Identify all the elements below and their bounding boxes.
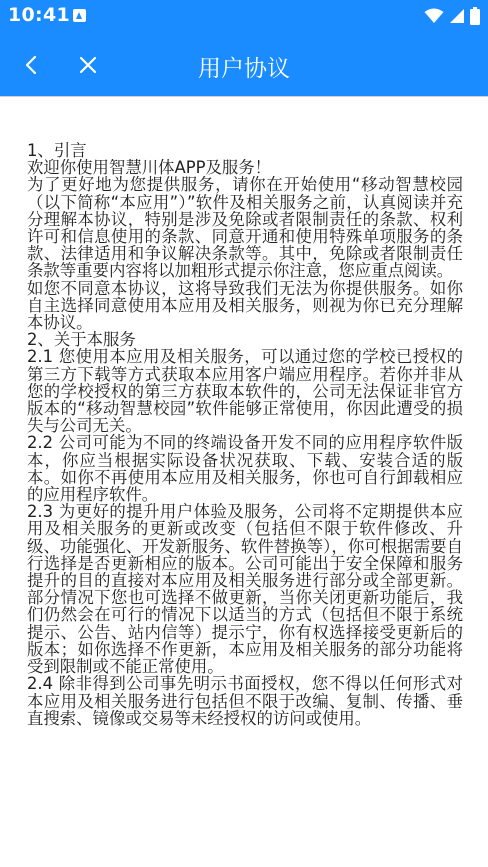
page-title: 用户协议 [198, 56, 290, 82]
signal-icon [449, 8, 465, 24]
agreement-paragraph: 如您不同意本协议，这将导致我们无法为你提供服务。如你自主选择同意使用本应用及相关服务，则视为你已充分理解本协议。 [27, 278, 463, 333]
agreement-paragraph: 2.3 为更好的提升用户体验及服务，公司将不定期提供本应用及相关服务的更新或改变（包括但不限于软件修改、升级、功能强化、开发新服务、软件替换等），你可根据需要自行选择是否更新相应的版本。公司可能出于安全保障和服务提升的目的直接对本应用及相关服务进行部分或全部更新。部分情况下您也可选择不做更新，当你关闭更新功能后，我们仍然会在可行的情况下以适当的方式（包括但不限于系统提示、公告、站内信等）提示宁，你有权选择接受更新后的版本；如你选择不作更新，本应用及相关服务的部分功能将受到限制或不能正常使用。 [27, 502, 463, 677]
agreement-paragraph: 2.4 除非得到公司事先明示书面授权，您不得以任何形式对本应用及相关服务进行包括但不限于改编、复制、传播、垂直搜索、镜像或交易等未经授权的访问或使用。 [27, 674, 463, 728]
wifi-icon [424, 8, 444, 24]
agreement-paragraph: 为了更好地为您提供服务，请你在开始使用“移动智慧校园（以下简称“本应用”）”软件及相关服务之前，认真阅读并充分理解本协议，特别是涉及免除或者限制责任的条款、权利许可和信息使用的条款、同意开通和使用特殊单项服务的条款、法律适用和争议解决条款等。其中，免除或者限制责任条款等重要内容将以加粗形式提示你注意，您应重点阅读。 [27, 175, 463, 281]
agreement-paragraph: 1、引言 [27, 142, 87, 160]
agreement-paragraph: 2.1 您使用本应用及相关服务，可以通过您的学校已授权的第三方下载等方式获取本应用客户端应用程序。若你并非从您的学校授权的第三方获取本软件的，公司无法保证非官方版本的“移动智慧校园”软件能够正常使用，你因此遭受的损失与公司无关。 [27, 347, 463, 436]
app-bar [0, 33, 488, 97]
status-icons [424, 6, 480, 26]
notification-icon [73, 9, 86, 22]
status-bar [0, 0, 488, 33]
battery-icon [470, 7, 480, 25]
agreement-paragraph: 2、关于本服务 [27, 330, 136, 350]
agreement-paragraph: 2.2 公司可能为不同的终端设备开发不同的应用程序软件版本，你应当根据实际设备状况获取、下载、安装合适的版本。如你不再使用本应用及相关服务，你也可自行卸载相应的应用程序软件。 [27, 433, 463, 505]
status-time: 10:41 [8, 4, 70, 26]
agreement-content[interactable] [27, 142, 463, 867]
agreement-paragraph: 欢迎你使用智慧川体APP及服务！ [27, 158, 272, 178]
